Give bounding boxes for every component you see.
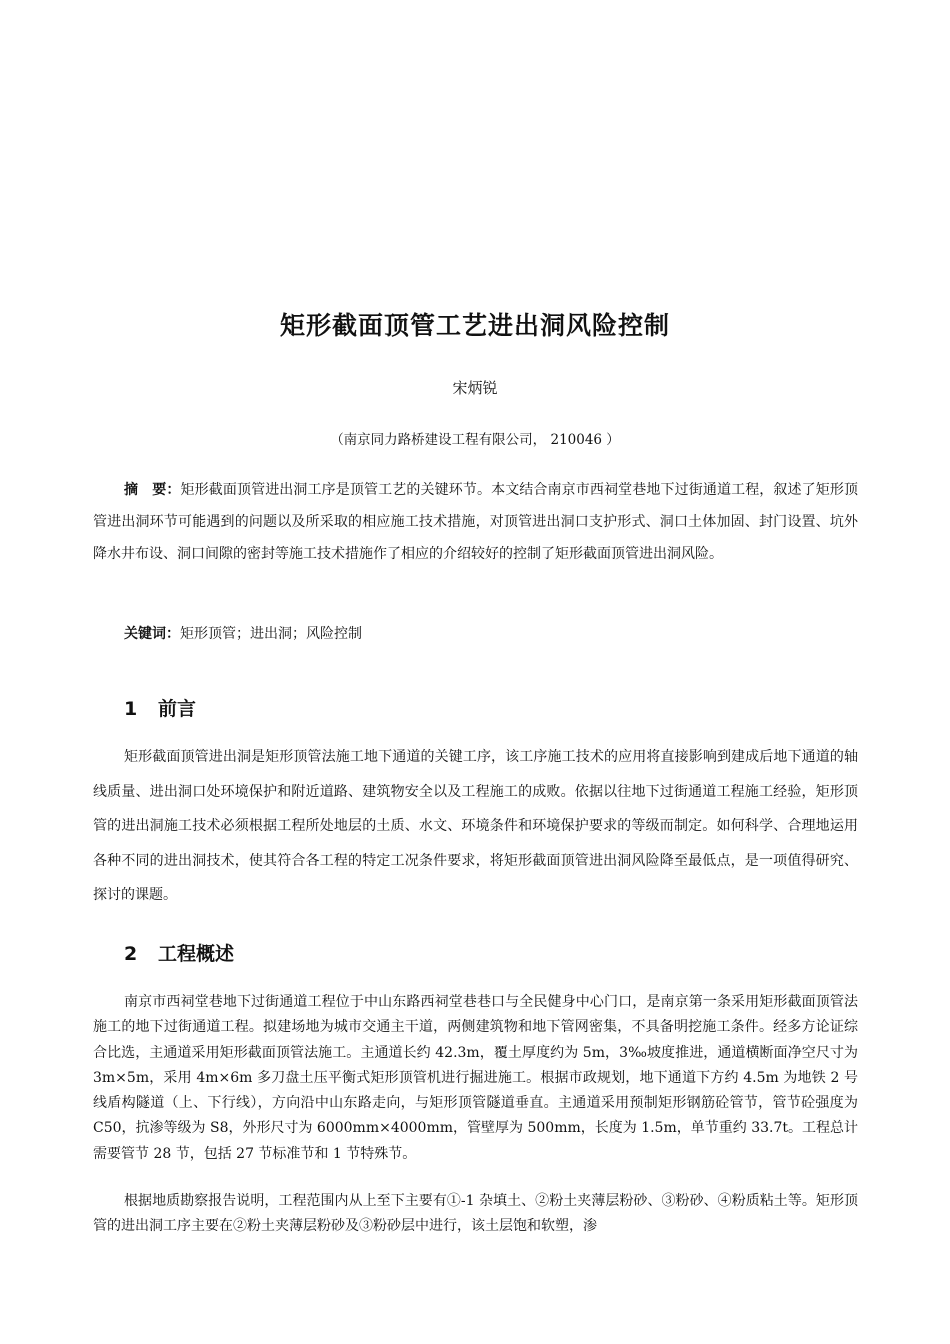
section-number: 1 — [124, 698, 138, 720]
section-2-paragraph-2: 根据地质勘察报告说明，工程范围内从上至下主要有①-1 杂填土、②粉土夹薄层粉砂、③粉砂、④粉质粘土等。矩形顶管的进出洞工序主要在②粉土夹薄层粉砂及③粉砂层中进行，该土层饱和软塑，渗 — [93, 1193, 858, 1235]
section-2-paragraph-1: 南京市西祠堂巷地下过街通道工程位于中山东路西祠堂巷巷口与全民健身中心门口，是南京第一条采用矩形截面顶管法施工的地下过街通道工程。拟建场地为城市交通主干道，两侧建筑物和地下管网密集，不具备明挖施工条件。经多方论证综合比选，主通道采用矩形截面顶管法施工。主通道长约 42.3m，覆土厚度约为 5m，3‰坡度推进，通道横断面净空尺寸为 3m×5m，采用 4m×6m 多刀盘土压平衡式矩形顶管机进行掘进施工。根据市政规划，地下通道下方约 4.5m 为地铁 2 号线盾构隧道（上、下行线），方向沿中山东路走向，与矩形顶管隧道垂直。主通道采用预制矩形钢筋砼管节，管节砼强度为 C50，抗渗等级为 S8，外形尺寸为 6000mm×4000mm，管壁厚为 500mm，长度为 1.5m，单节重约 33.7t。工程总计需要管节 28 节，包括 27 节标准节和 1 节特殊节。 — [93, 994, 858, 1162]
abstract-text: 矩形截面顶管进出洞工序是顶管工艺的关键环节。本文结合南京市西祠堂巷地下过街通道工程，叙述了矩形顶管进出洞环节可能遇到的问题以及所采取的相应施工技术措施，对顶管进出洞口支护形式、洞口土体加固、封门设置、坑外降水井布设、洞口间隙的密封等施工技术措施作了相应的介绍较好的控制了矩形截面顶管进出洞风险。 — [93, 482, 859, 562]
author-affiliation: （南京同力路桥建设工程有限公司， 210046 ） — [330, 432, 620, 448]
abstract — [93, 474, 858, 570]
keywords — [124, 620, 858, 648]
abstract-label: 摘 要： — [124, 482, 181, 498]
keywords-label: 关键词： — [124, 626, 180, 642]
section-title: 前言 — [158, 698, 197, 720]
paper-title: 矩形截面顶管工艺进出洞风险控制 — [279, 311, 670, 340]
section-title: 工程概述 — [158, 943, 235, 965]
author-name: 宋炳锐 — [452, 379, 498, 397]
section-number: 2 — [124, 943, 138, 965]
keywords-text: 矩形顶管；进出洞；风险控制 — [180, 626, 362, 642]
section-heading-2 — [124, 939, 234, 966]
section-1-paragraph-1: 矩形截面顶管进出洞是矩形顶管法施工地下通道的关键工序，该工序施工技术的应用将直接影响到建成后地下通道的轴线质量、进出洞口处环境保护和附近道路、建筑物安全以及工程施工的成败。依据以往地下过街通道工程施工经验，矩形顶管的进出洞施工技术必须根据工程所处地层的土质、水文、环境条件和环境保护要求的等级而制定。如何科学、合理地运用各种不同的进出洞技术，使其符合各工程的特定工况条件要求，将矩形截面顶管进出洞风险降至最低点，是一项值得研究、探讨的课题。 — [93, 749, 858, 903]
section-heading-1 — [124, 694, 196, 721]
